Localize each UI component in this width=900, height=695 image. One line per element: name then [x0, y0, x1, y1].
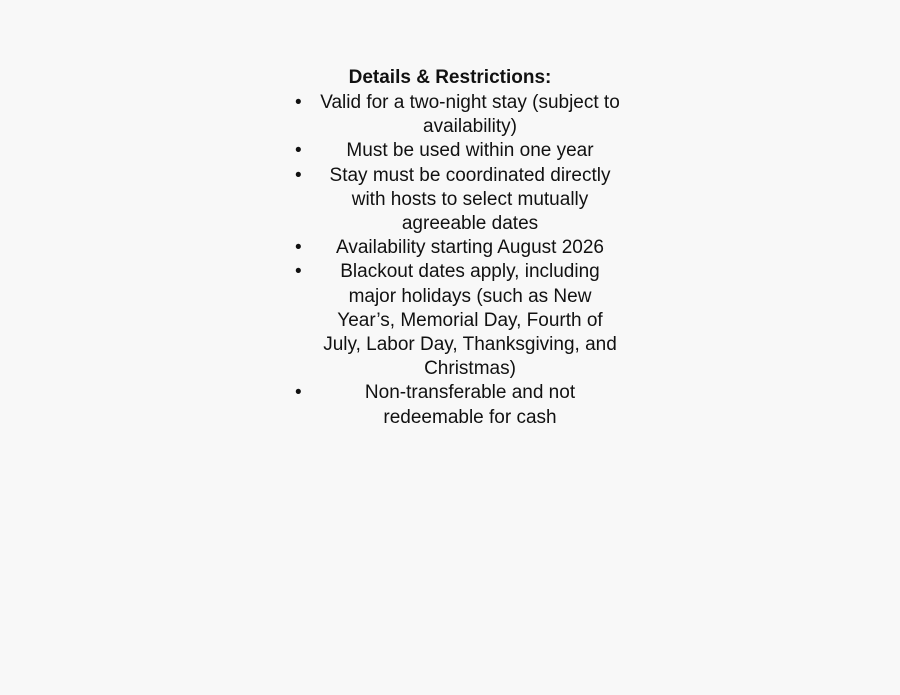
list-item-text: Blackout dates apply, including major holidays (such as New Year’s, Memorial Day, Fourth of July, Labor Day, Thanksgiving, and Christmas) [323, 261, 617, 380]
bullet-icon: • [295, 164, 302, 186]
list-item-text: Valid for a two-night stay (subject to availability) [320, 92, 620, 138]
list-item-text: Must be used within one year [346, 140, 594, 162]
details-restrictions-section [290, 66, 620, 430]
list-item [290, 91, 620, 139]
list-item [290, 236, 620, 260]
bullet-icon: • [295, 382, 302, 404]
bullet-icon: • [295, 261, 302, 283]
list-item [290, 260, 620, 381]
list-item [290, 381, 620, 429]
restrictions-list [290, 91, 620, 430]
list-item-text: Stay must be coordinated directly with hosts to select mutually agreeable dates [329, 164, 611, 235]
bullet-icon: • [295, 237, 302, 259]
section-heading: Details & Restrictions: [348, 67, 552, 88]
list-item-text: Availability starting August 2026 [336, 237, 604, 259]
list-item-text: Non-transferable and not redeemable for cash [364, 382, 576, 428]
bullet-icon: • [295, 140, 302, 162]
list-item [290, 164, 620, 237]
list-item [290, 139, 620, 163]
bullet-icon: • [295, 92, 302, 113]
